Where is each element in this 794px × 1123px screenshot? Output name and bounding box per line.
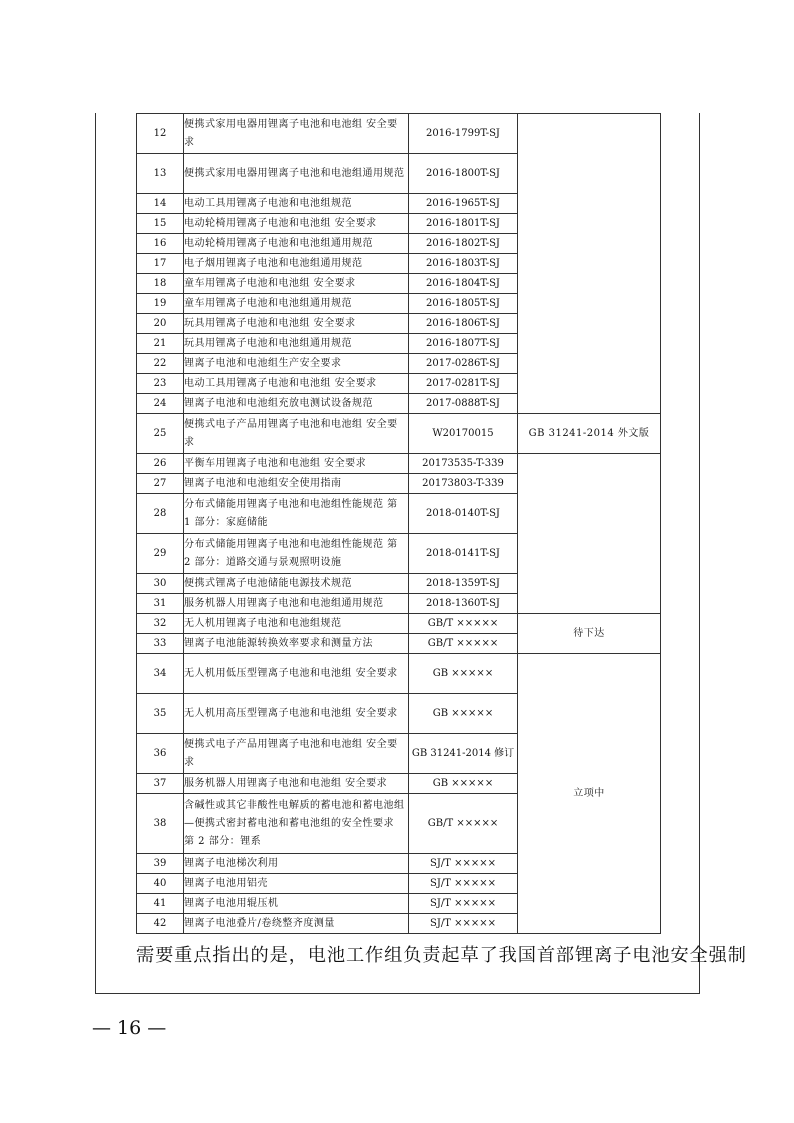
- row-number: 20: [137, 314, 184, 334]
- project-code: GB 31241-2014 修订: [409, 734, 518, 774]
- project-code: 2018-0140T-SJ: [409, 494, 518, 534]
- standard-name: 锂离子电池和电池组生产安全要求: [184, 354, 409, 374]
- remark-cell: GB 31241-2014 外文版: [518, 414, 661, 454]
- project-code: GB/T ×××××: [409, 794, 518, 854]
- project-code: SJ/T ×××××: [409, 894, 518, 914]
- remark-cell: 待下达: [518, 614, 661, 654]
- row-number: 14: [137, 194, 184, 214]
- row-number: 24: [137, 394, 184, 414]
- table-row: [137, 414, 661, 454]
- standard-name: 锂离子电池能源转换效率要求和测量方法: [184, 634, 409, 654]
- row-number: 40: [137, 874, 184, 894]
- standard-name: 玩具用锂离子电池和电池组 安全要求: [184, 314, 409, 334]
- standard-name: 电动轮椅用锂离子电池和电池组 安全要求: [184, 214, 409, 234]
- project-code: GB/T ×××××: [409, 634, 518, 654]
- standard-name: 无人机用高压型锂离子电池和电池组 安全要求: [184, 694, 409, 734]
- row-number: 18: [137, 274, 184, 294]
- row-number: 31: [137, 594, 184, 614]
- standard-name: 分布式储能用锂离子电池和电池组性能规范 第 1 部分：家庭储能: [184, 494, 409, 534]
- row-number: 41: [137, 894, 184, 914]
- project-code: 2016-1965T-SJ: [409, 194, 518, 214]
- table-row: [137, 614, 661, 634]
- project-code: 2016-1803T-SJ: [409, 254, 518, 274]
- row-number: 36: [137, 734, 184, 774]
- row-number: 37: [137, 774, 184, 794]
- project-code: 2016-1802T-SJ: [409, 234, 518, 254]
- standard-name: 服务机器人用锂离子电池和电池组通用规范: [184, 594, 409, 614]
- standard-name: 无人机用低压型锂离子电池和电池组 安全要求: [184, 654, 409, 694]
- project-code: 2016-1804T-SJ: [409, 274, 518, 294]
- project-code: 2016-1800T-SJ: [409, 154, 518, 194]
- project-code: SJ/T ×××××: [409, 914, 518, 934]
- standard-name: 童车用锂离子电池和电池组通用规范: [184, 294, 409, 314]
- standard-name: 锂离子电池叠片/卷绕整齐度测量: [184, 914, 409, 934]
- standards-table: [136, 113, 661, 934]
- row-number: 16: [137, 234, 184, 254]
- project-code: GB ×××××: [409, 774, 518, 794]
- row-number: 29: [137, 534, 184, 574]
- project-code: 2017-0281T-SJ: [409, 374, 518, 394]
- project-code: 2017-0888T-SJ: [409, 394, 518, 414]
- project-code: SJ/T ×××××: [409, 854, 518, 874]
- page-number: — 16 —: [92, 1017, 167, 1039]
- row-number: 19: [137, 294, 184, 314]
- standard-name: 含碱性或其它非酸性电解质的蓄电池和蓄电池组—便携式密封蓄电池和蓄电池组的安全性要求 第 2 部分：锂系: [184, 794, 409, 854]
- project-code: 2016-1799T-SJ: [409, 114, 518, 154]
- standard-name: 锂离子电池用辊压机: [184, 894, 409, 914]
- standard-name: 分布式储能用锂离子电池和电池组性能规范 第 2 部分：道路交通与景观照明设施: [184, 534, 409, 574]
- row-number: 12: [137, 114, 184, 154]
- project-code: 20173803-T-339: [409, 474, 518, 494]
- remark-cell: 立项中: [518, 654, 661, 934]
- row-number: 13: [137, 154, 184, 194]
- standard-name: 便携式家用电器用锂离子电池和电池组通用规范: [184, 154, 409, 194]
- row-number: 22: [137, 354, 184, 374]
- standard-name: 童车用锂离子电池和电池组 安全要求: [184, 274, 409, 294]
- row-number: 38: [137, 794, 184, 854]
- row-number: 23: [137, 374, 184, 394]
- project-code: GB ×××××: [409, 694, 518, 734]
- standard-name: 便携式锂离子电池储能电源技术规范: [184, 574, 409, 594]
- standard-name: 便携式电子产品用锂离子电池和电池组 安全要求: [184, 414, 409, 454]
- standard-name: 锂离子电池用铝壳: [184, 874, 409, 894]
- standard-name: 玩具用锂离子电池和电池组通用规范: [184, 334, 409, 354]
- project-code: 2016-1807T-SJ: [409, 334, 518, 354]
- standard-name: 便携式家用电器用锂离子电池和电池组 安全要求: [184, 114, 409, 154]
- project-code: W20170015: [409, 414, 518, 454]
- row-number: 39: [137, 854, 184, 874]
- project-code: 2016-1801T-SJ: [409, 214, 518, 234]
- row-number: 42: [137, 914, 184, 934]
- project-code: 2018-0141T-SJ: [409, 534, 518, 574]
- standard-name: 锂离子电池和电池组充放电测试设备规范: [184, 394, 409, 414]
- row-number: 32: [137, 614, 184, 634]
- project-code: GB ×××××: [409, 654, 518, 694]
- table-row: [137, 654, 661, 694]
- body-paragraph: 需要重点指出的是，电池工作组负责起草了我国首部锂离子电池安全强制: [136, 945, 747, 966]
- standard-name: 电动工具用锂离子电池和电池组规范: [184, 194, 409, 214]
- standard-name: 锂离子电池梯次利用: [184, 854, 409, 874]
- row-number: 27: [137, 474, 184, 494]
- table-row: [137, 114, 661, 154]
- row-number: 21: [137, 334, 184, 354]
- project-code: 20173535-T-339: [409, 454, 518, 474]
- standard-name: 电动工具用锂离子电池和电池组 安全要求: [184, 374, 409, 394]
- standard-name: 锂离子电池和电池组安全使用指南: [184, 474, 409, 494]
- remark-cell: [518, 454, 661, 614]
- standard-name: 电子烟用锂离子电池和电池组通用规范: [184, 254, 409, 274]
- standard-name: 便携式电子产品用锂离子电池和电池组 安全要求: [184, 734, 409, 774]
- row-number: 15: [137, 214, 184, 234]
- row-number: 34: [137, 654, 184, 694]
- row-number: 26: [137, 454, 184, 474]
- project-code: 2016-1806T-SJ: [409, 314, 518, 334]
- standard-name: 平衡车用锂离子电池和电池组 安全要求: [184, 454, 409, 474]
- remark-cell: [518, 114, 661, 414]
- row-number: 33: [137, 634, 184, 654]
- project-code: 2016-1805T-SJ: [409, 294, 518, 314]
- row-number: 17: [137, 254, 184, 274]
- project-code: SJ/T ×××××: [409, 874, 518, 894]
- row-number: 35: [137, 694, 184, 734]
- project-code: 2018-1360T-SJ: [409, 594, 518, 614]
- row-number: 25: [137, 414, 184, 454]
- project-code: 2018-1359T-SJ: [409, 574, 518, 594]
- standard-name: 服务机器人用锂离子电池和电池组 安全要求: [184, 774, 409, 794]
- project-code: GB/T ×××××: [409, 614, 518, 634]
- row-number: 28: [137, 494, 184, 534]
- standard-name: 无人机用锂离子电池和电池组规范: [184, 614, 409, 634]
- standards-table-body: [137, 114, 661, 934]
- table-row: [137, 454, 661, 474]
- project-code: 2017-0286T-SJ: [409, 354, 518, 374]
- row-number: 30: [137, 574, 184, 594]
- standard-name: 电动轮椅用锂离子电池和电池组通用规范: [184, 234, 409, 254]
